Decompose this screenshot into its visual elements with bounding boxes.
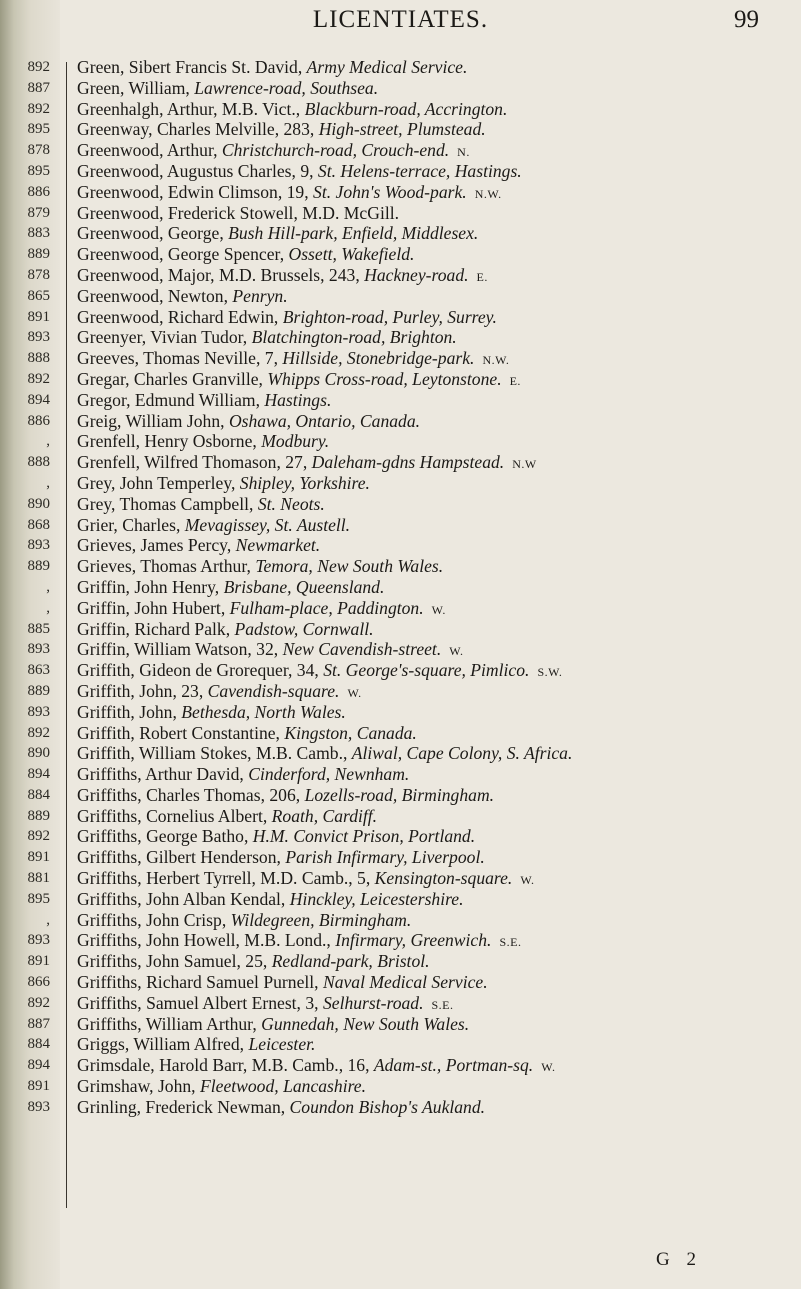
list-item	[77, 223, 799, 244]
entry-district: N.W.	[474, 186, 502, 201]
entry-address: Mevagissey, St. Austell.	[184, 514, 351, 535]
entry-address: Parish Infirmary, Liverpool.	[285, 847, 485, 868]
list-item	[77, 203, 799, 224]
entry-district: S.E.	[431, 997, 454, 1012]
list-item	[77, 1034, 799, 1055]
entry-name: Griffiths, John Crisp,	[77, 909, 227, 930]
list-item	[77, 78, 799, 99]
margin-number: 891	[27, 849, 50, 866]
margin-number: 893	[27, 1098, 50, 1115]
entry-name: Greenwood, Frederick Stowell, M.D. McGill.	[77, 202, 400, 223]
entry-district: W.	[431, 602, 446, 617]
entry-address: St. Helens-terrace, Hastings.	[317, 160, 522, 181]
list-item	[77, 723, 799, 744]
entry-address: Blackburn-road, Accrington.	[304, 98, 508, 119]
entry-name: Griffiths, Arthur David,	[77, 764, 244, 785]
list-item	[77, 452, 799, 473]
margin-number: 892	[27, 370, 50, 387]
margin-number: 889	[27, 807, 50, 824]
entry-name: Grenfell, Wilfred Thomason, 27,	[77, 452, 308, 473]
entry-district: S.E.	[499, 935, 522, 950]
entry-name: Grenfell, Henry Osborne,	[77, 431, 257, 452]
list-item	[77, 140, 799, 161]
entry-address: Roath, Cardiff.	[271, 805, 378, 826]
entry-district: W.	[541, 1060, 556, 1075]
entry-address: Hastings.	[264, 389, 332, 410]
entry-name: Griffiths, Charles Thomas, 206,	[77, 784, 301, 805]
entry-address: Lawrence-road, Southsea.	[194, 77, 379, 98]
list-item	[77, 411, 799, 432]
page-title: LICENTIATES.	[312, 6, 489, 33]
margin-number: 863	[27, 662, 50, 679]
list-item	[77, 1055, 799, 1076]
margin-number: 866	[27, 974, 50, 991]
entry-name: Greenwood, Arthur,	[77, 140, 218, 161]
entry-name: Griffith, Gideon de Grorequer, 34,	[77, 660, 319, 681]
list-item	[77, 161, 799, 182]
entry-address: Coundon Bishop's Aukland.	[289, 1096, 486, 1117]
entry-address: Fleetwood, Lancashire.	[200, 1076, 366, 1097]
list-item	[77, 348, 799, 369]
entry-address: Daleham-gdns Hampstead.	[311, 452, 505, 473]
list-item	[77, 99, 799, 120]
margin-number: 891	[27, 308, 50, 325]
margin-number: 892	[27, 724, 50, 741]
list-item	[77, 577, 799, 598]
margin-number: 889	[27, 246, 50, 263]
margin-number: 893	[27, 641, 50, 658]
margin-number: 878	[27, 142, 50, 159]
list-item	[77, 1076, 799, 1097]
entry-address: Infirmary, Greenwich.	[335, 930, 492, 951]
entry-address: Bethesda, North Wales.	[181, 701, 346, 722]
entry-address: Fulham-place, Paddington.	[229, 597, 424, 618]
entry-address: Blatchington-road, Brighton.	[251, 327, 457, 348]
margin-number: 894	[27, 766, 50, 783]
entry-name: Grey, Thomas Campbell,	[77, 493, 254, 514]
entry-address: Ossett, Wakefield.	[288, 244, 415, 265]
margin-number: 892	[27, 994, 50, 1011]
entry-name: Griffin, William Watson, 32,	[77, 639, 279, 660]
margin-number: 892	[27, 828, 50, 845]
entry-address: Cinderford, Newnham.	[248, 764, 410, 785]
list-item	[77, 265, 799, 286]
entry-address: Adam-st., Portman-sq.	[373, 1055, 534, 1076]
list-item	[77, 951, 799, 972]
margin-number: 895	[27, 890, 50, 907]
margin-number: 893	[27, 537, 50, 554]
entry-district: E.	[509, 373, 521, 388]
entry-name: Griffith, John,	[77, 701, 177, 722]
entry-address: Temora, New South Wales.	[255, 556, 444, 577]
entries-list	[77, 57, 799, 1118]
list-item	[77, 57, 799, 78]
entry-name: Grimshaw, John,	[77, 1076, 196, 1097]
entry-name: Greenwood, Augustus Charles, 9,	[77, 160, 314, 181]
entry-name: Greig, William John,	[77, 410, 225, 431]
entry-name: Griffiths, Richard Samuel Purnell,	[77, 972, 319, 993]
signature-mark: G 2	[656, 1249, 702, 1270]
margin-number: 893	[27, 329, 50, 346]
entry-address: Aliwal, Cape Colony, S. Africa.	[351, 743, 573, 764]
entry-name: Griffith, William Stokes, M.B. Camb.,	[77, 743, 348, 764]
entry-address: Gunnedah, New South Wales.	[261, 1013, 470, 1034]
entry-name: Griffiths, William Arthur,	[77, 1013, 257, 1034]
list-item	[77, 535, 799, 556]
margin-number: 889	[27, 682, 50, 699]
entry-name: Griffin, John Henry,	[77, 576, 220, 597]
entry-address: Newmarket.	[235, 535, 321, 556]
margin-number: 894	[27, 1057, 50, 1074]
margin-number: 881	[27, 870, 50, 887]
margin-number: 865	[27, 287, 50, 304]
entry-name: Griffiths, Cornelius Albert,	[77, 805, 268, 826]
list-item	[77, 182, 799, 203]
list-item	[77, 930, 799, 951]
margin-number: 868	[27, 516, 50, 533]
margin-number: 895	[27, 121, 50, 138]
entry-name: Grimsdale, Harold Barr, M.B. Camb., 16,	[77, 1055, 370, 1076]
entry-address: Selhurst-road.	[322, 992, 424, 1013]
entry-address: Lozells-road, Birmingham.	[304, 784, 495, 805]
entry-name: Griffith, John, 23,	[77, 680, 204, 701]
entry-name: Greenway, Charles Melville, 283,	[77, 119, 315, 140]
margin-number: 891	[27, 953, 50, 970]
list-item	[77, 847, 799, 868]
margin-number: ,	[46, 474, 50, 491]
entry-name: Griffiths, John Alban Kendal,	[77, 888, 286, 909]
entry-address: Naval Medical Service.	[322, 972, 488, 993]
margin-number: 886	[27, 183, 50, 200]
list-item	[77, 1097, 799, 1118]
list-item	[77, 972, 799, 993]
margin-number: 892	[27, 59, 50, 75]
list-item	[77, 494, 799, 515]
margin-number: 893	[27, 703, 50, 720]
list-item	[77, 910, 799, 931]
entry-district: W.	[347, 685, 362, 700]
list-item	[77, 286, 799, 307]
entry-name: Greenwood, Newton,	[77, 285, 228, 306]
entry-address: Army Medical Service.	[306, 57, 468, 77]
entry-address: Shipley, Yorkshire.	[239, 472, 370, 493]
entry-name: Griffiths, John Samuel, 25,	[77, 951, 268, 972]
margin-number: 885	[27, 620, 50, 637]
list-item	[77, 119, 799, 140]
entry-name: Greenhalgh, Arthur, M.B. Vict.,	[77, 98, 301, 119]
entry-name: Greeves, Thomas Neville, 7,	[77, 348, 278, 369]
entry-address: St. John's Wood-park.	[313, 181, 467, 202]
entry-address: Kensington-square.	[374, 868, 513, 889]
entry-name: Griffin, Richard Palk,	[77, 618, 231, 639]
entry-name: Griffin, John Hubert,	[77, 597, 226, 618]
margin-number: ,	[46, 578, 50, 595]
entry-address: Brighton-road, Purley, Surrey.	[282, 306, 497, 327]
entry-address: Kingston, Canada.	[284, 722, 417, 743]
entry-name: Greenwood, Richard Edwin,	[77, 306, 279, 327]
entry-address: H.M. Convict Prison, Portland.	[252, 826, 476, 847]
margin-number: 891	[27, 1078, 50, 1095]
entry-district: S.W.	[537, 665, 563, 680]
entry-district: N.W.	[482, 353, 510, 368]
entry-address: St. Neots.	[257, 493, 325, 514]
entry-name: Greenwood, Edwin Climson, 19,	[77, 181, 309, 202]
entry-name: Gregor, Edmund William,	[77, 389, 260, 410]
list-item	[77, 431, 799, 452]
entry-name: Griffiths, Samuel Albert Ernest, 3,	[77, 992, 319, 1013]
list-item	[77, 390, 799, 411]
margin-number: ,	[46, 433, 50, 450]
entry-name: Gregar, Charles Granville,	[77, 368, 263, 389]
margin-number: 895	[27, 162, 50, 179]
list-item	[77, 327, 799, 348]
entry-name: Green, William,	[77, 77, 190, 98]
entry-address: Leicester.	[248, 1034, 316, 1055]
list-item	[77, 889, 799, 910]
entry-name: Grinling, Frederick Newman,	[77, 1096, 286, 1117]
entry-address: Penryn.	[232, 285, 288, 306]
margin-number: 883	[27, 225, 50, 242]
list-item	[77, 681, 799, 702]
entry-address: New Cavendish-street.	[282, 639, 442, 660]
entry-district: W.	[449, 644, 464, 659]
entry-district: W.	[520, 873, 535, 888]
entry-name: Greenwood, Major, M.D. Brussels, 243,	[77, 264, 360, 285]
list-item	[77, 598, 799, 619]
entry-name: Greenwood, George Spencer,	[77, 244, 285, 265]
list-item	[77, 806, 799, 827]
entry-address: Brisbane, Queensland.	[223, 576, 385, 597]
list-item	[77, 868, 799, 889]
list-item	[77, 743, 799, 764]
margin-number: 892	[27, 100, 50, 117]
list-item	[77, 764, 799, 785]
list-item	[77, 369, 799, 390]
margin-number: 879	[27, 204, 50, 221]
margin-number: 890	[27, 745, 50, 762]
margin-number: 893	[27, 932, 50, 949]
list-item	[77, 473, 799, 494]
margin-number: 889	[27, 558, 50, 575]
entry-name: Grier, Charles,	[77, 514, 181, 535]
list-item	[77, 702, 799, 723]
entry-address: Cavendish-square.	[207, 680, 340, 701]
entry-name: Green, Sibert Francis St. David,	[77, 57, 303, 77]
margin-number: 878	[27, 266, 50, 283]
entry-district: N.	[457, 145, 470, 160]
margin-number: 888	[27, 454, 50, 471]
margin-number: 888	[27, 350, 50, 367]
margin-number: 890	[27, 495, 50, 512]
column-rule	[66, 62, 67, 1208]
entry-address: Modbury.	[261, 431, 330, 452]
margin-number: ,	[46, 599, 50, 616]
entry-address: Oshawa, Ontario, Canada.	[228, 410, 421, 431]
margin-number: 887	[27, 79, 50, 96]
entry-address: Bush Hill-park, Enfield, Middlesex.	[228, 223, 479, 244]
page-number: 99	[734, 6, 759, 33]
entry-name: Grieves, James Percy,	[77, 535, 232, 556]
list-item	[77, 556, 799, 577]
entry-name: Greenwood, George,	[77, 223, 224, 244]
entry-address: Whipps Cross-road, Leytonstone.	[267, 368, 502, 389]
entry-district: N.W	[512, 457, 537, 472]
entry-address: Hinckley, Leicestershire.	[289, 888, 464, 909]
list-item	[77, 1014, 799, 1035]
entry-address: Hackney-road.	[364, 264, 469, 285]
entry-name: Griffiths, Herbert Tyrrell, M.D. Camb., 5,	[77, 868, 371, 889]
entry-address: Padstow, Cornwall.	[234, 618, 374, 639]
margin-number: ,	[46, 911, 50, 928]
entry-name: Griffith, Robert Constantine,	[77, 722, 280, 743]
margin-number: 886	[27, 412, 50, 429]
list-item	[77, 660, 799, 681]
entry-address: Christchurch-road, Crouch-end.	[221, 140, 450, 161]
entry-address: Redland-park, Bristol.	[271, 951, 430, 972]
margin-numbers-column	[6, 57, 58, 1118]
entry-address: St. George's-square, Pimlico.	[323, 660, 530, 681]
entry-name: Grieves, Thomas Arthur,	[77, 556, 251, 577]
list-item	[77, 244, 799, 265]
entry-name: Griffiths, George Batho,	[77, 826, 249, 847]
margin-number: 884	[27, 786, 50, 803]
entry-address: High-street, Plumstead.	[318, 119, 486, 140]
entry-name: Greenyer, Vivian Tudor,	[77, 327, 248, 348]
entry-name: Grey, John Temperley,	[77, 472, 236, 493]
entry-district: E.	[476, 269, 488, 284]
entry-name: Griffiths, John Howell, M.B. Lond.,	[77, 930, 331, 951]
list-item	[77, 993, 799, 1014]
list-item	[77, 826, 799, 847]
margin-number: 894	[27, 391, 50, 408]
margin-number: 884	[27, 1036, 50, 1053]
list-item	[77, 619, 799, 640]
list-item	[77, 785, 799, 806]
entry-address: Hillside, Stonebridge-park.	[282, 348, 475, 369]
entry-name: Griffiths, Gilbert Henderson,	[77, 847, 281, 868]
entry-name: Griggs, William Alfred,	[77, 1034, 245, 1055]
list-item	[77, 307, 799, 328]
list-item	[77, 639, 799, 660]
list-item	[77, 515, 799, 536]
margin-number: 887	[27, 1015, 50, 1032]
entry-address: Wildegreen, Birmingham.	[230, 909, 412, 930]
